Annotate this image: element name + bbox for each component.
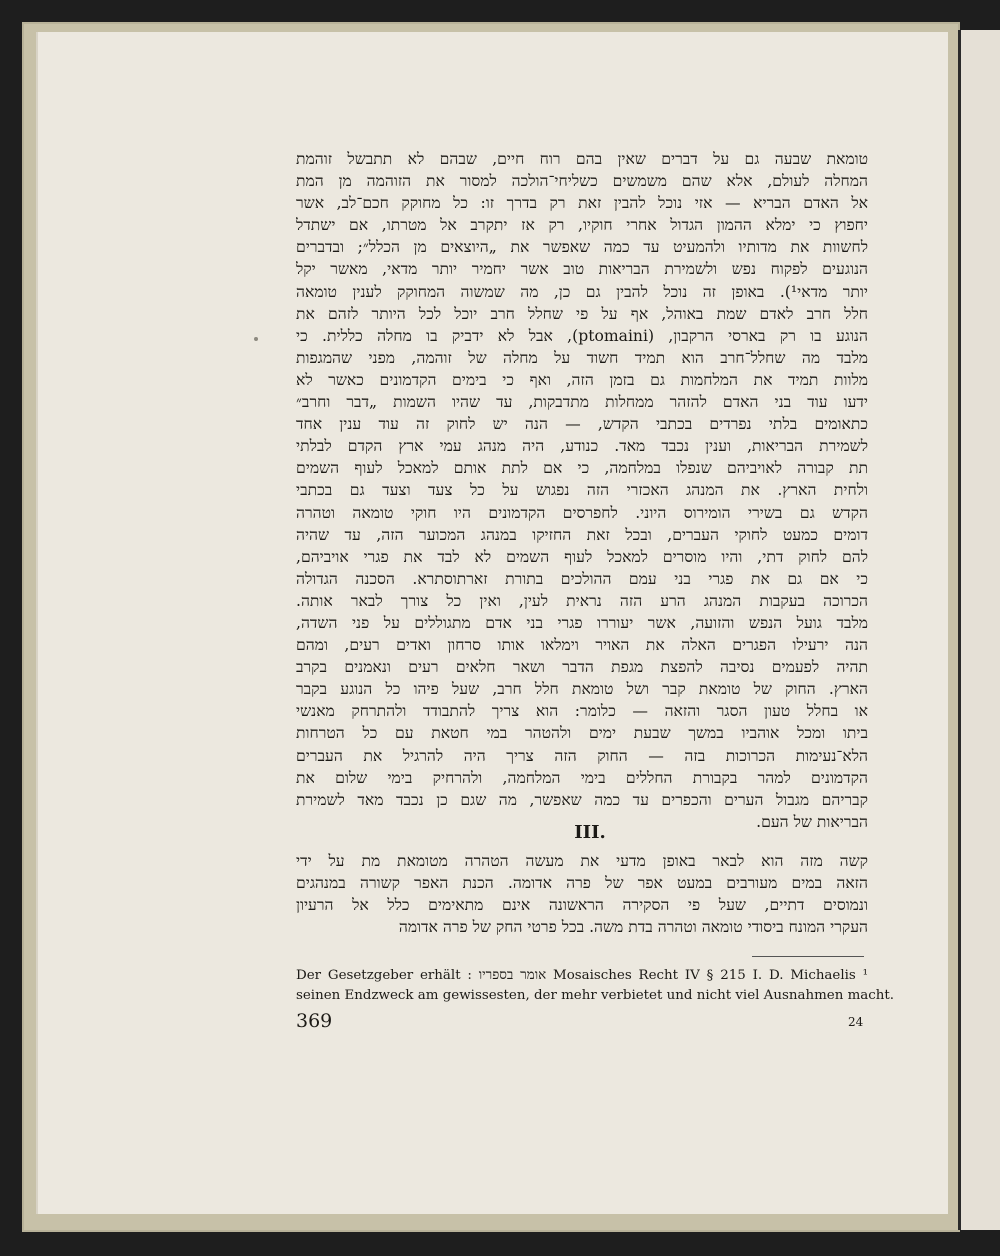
text-line: אל האדם הבריא — אזי נוכל להבין זאת רק בדרך זו: כל מחוקק חכם־לב, אשר xyxy=(296,194,868,213)
page-number: 369 xyxy=(296,1010,333,1032)
paper-speck xyxy=(254,337,258,341)
text-line: ביתו ומכל אוהביו במשך שבעת ימים ולהטהר במי חטאת עם כל הטרחות xyxy=(296,724,868,743)
text-line: הקדמונים למהר בקבורת החללים בימי המלחמה, ולהרחיק בימי שלום את xyxy=(296,768,868,787)
text-line: הנוגעים לפקוח נפש ולשמירת הבריאות טוב אשר יחמיר יותר מדאי, מאשר יקל xyxy=(296,260,868,279)
footnote-line: Der Gesetzgeber erhält : אומר בספריו Mosaisches Recht IV § 215 I. D. Michaelis ¹ xyxy=(296,968,868,983)
text-line: הבריאות של העם. xyxy=(756,812,868,831)
section-hebrew-text xyxy=(296,850,868,938)
text-line: מלבד גועל הנפש והזועה, אשר יעוררו פגרי בני אדם מתגוללים על פני השדה, xyxy=(296,613,868,632)
text-line: יחפוץ כי ימלא ההמון הגדול אחרי חוקיו, רק אז יתקרב אל מטרתו, אם ישתדל xyxy=(296,216,868,235)
text-line: להם לחוק דתי, והיו מוסרים למאכל לעוף השמים לא לבד את פגרי אויביהם, xyxy=(296,547,868,566)
text-line: כתאומים בלתי נפרדים בכתבי הקדש, — הנה יש לחוק זה עוד ענין אחד xyxy=(296,415,868,434)
text-line: כי אם גם את פגרי בני עמם ההולכים בתורת זארתוסתרא. הסכנה הגדולה xyxy=(296,569,868,588)
text-line: או בחלל טעון הסגר והזאה — כלומר: הוא צריך להתבודד ולהתרחק מאנשי xyxy=(296,702,868,721)
text-line: תהיה לפעמים נסיבה להפצת מגפת הדבר ושאר חלאים רעים ונאמנים בקרב xyxy=(296,658,868,677)
text-line: הקדש גם בשירי הומירוס היוני. לחפרסים הקדמונים היו חוקי טומאה וטהרה xyxy=(296,503,868,522)
footnote-divider xyxy=(752,956,864,957)
text-line: תת קבורה לאויביהם שנפלו במלחמה, כי אם לתת אותם למאכל לעוף השמים xyxy=(296,459,868,478)
text-line: הארץ. החוק של טומאת קבר ושל טומאת חלל חרב, שעל פיהו כל הנוגע בקבר xyxy=(296,680,868,699)
text-line: מלבד מה שחלל־חרב הוא תמיד חשוד על מחלה של זוהמה, מפני שהמגפות xyxy=(296,348,868,367)
text-line: ולחית הארץ. את המנהג האכזרי הזה נפגוש על כל צעד וצעד גם בכתבי xyxy=(296,481,868,500)
section-heading: III. xyxy=(574,822,606,843)
text-line: דומים כמעט לחוקי העברים, ובכל זאת החזיקו במנהג המכוער הזה, עד שהיה xyxy=(296,525,868,544)
text-line: לחשוות את מדותיו ולהמעיט עד כמה שאפשר את „היוצאים מן הכלל״; ובדברים xyxy=(296,238,868,257)
text-line: מלוות תמיד את המלחמות גם בזמן הזה, ואף כי בימים הקדמונים כאשר לא xyxy=(296,370,868,389)
text-line: קבריהם מגבול הערים והכפרים עד כמה שאפשר, מה שגם כן נכבד מאד לשמירת xyxy=(296,790,868,809)
signature-mark: 24 xyxy=(848,1015,864,1029)
text-line: הזאה במים מעורבים במעט אפר של פרה אדומה. הכנת האפר קשורה במנהגים xyxy=(296,874,868,893)
text-line: קשה מזה הוא לבאר באופן מדעי את מעשה הטהרה מטומאת מת על ידי xyxy=(296,852,868,870)
adjacent-page-edge xyxy=(958,30,1000,1230)
text-line: הלא־נעימות הכרוכות בזה — החוק הזה צריך היה להרגיל את העברים xyxy=(296,746,868,765)
text-line: הנה ירעילו הפגרים האלה את האויר וימלאו אותו סרחון ואדים רעים, ומהם xyxy=(296,636,868,655)
text-line: ונמוסים דתיים, שעל פי הסקירה הראשונה אינם מתאימים כלל אל הרעיון xyxy=(296,896,868,915)
text-line: טומאת שבעה גם על דברים שאין בהם רוח חיים, שבהם לא תתבשל זוהמת xyxy=(296,150,868,168)
text-line: ידעו עוד בני האדם להזהר ממחלות מתדבקות, עד שהיו השמות „דבר וחרב״ xyxy=(296,393,868,412)
text-line: הכרוכה בעקבות המנהג הרע הזה נראית לעין, ואין כל צורך לבאר אותה. xyxy=(296,591,868,610)
text-line: לשמירת הבריאות, וענין נכבד מאד. כנודע, היה מנהג עמי ארץ הקדם לבלתי xyxy=(296,437,868,456)
text-line: המחלה לעולם, אלא שהם משמשים כשליחי־הולכה למסור את הזוהמה מן המת xyxy=(296,172,868,191)
footnote xyxy=(296,966,895,1006)
text-line: העקרי המונח ביסודי טומאה וטהרה בדת משה. בכל פרטי החק של פרה אדומה xyxy=(398,918,868,937)
text-line: חלל חרב לאדם שמת באוהל, אף על פי שחלל חרב יוכל לכל היותר לזהם את xyxy=(296,304,868,323)
text-line: הנוגע בו רק בארסי הרקבון, (ptomaini), אבל לא ידביק בו מחלה כללית. כי xyxy=(296,326,868,345)
footnote-line: seinen Endzweck am gewissesten, der mehr verbietet und nicht viel Ausnahmen macht. xyxy=(296,988,895,1003)
main-hebrew-text xyxy=(296,148,868,833)
text-line: יותר מדאי¹). באופן זה נוכל להבין גם כן, מה שמשוה המחוקק לענין טומאה xyxy=(296,282,868,301)
